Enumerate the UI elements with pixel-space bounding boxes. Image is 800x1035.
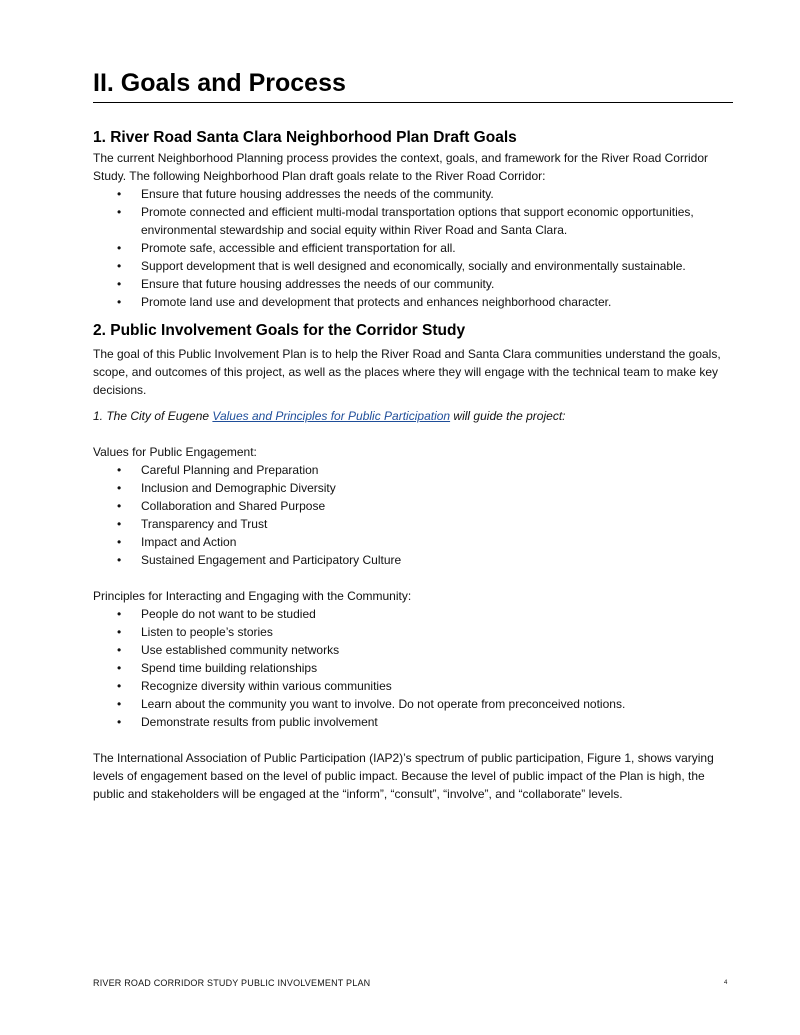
bullet-icon: •	[117, 295, 122, 309]
bullet-icon: •	[117, 553, 122, 567]
bullet-icon: •	[117, 535, 122, 549]
bullet-icon: •	[117, 481, 122, 495]
list-item: • Listen to people’s stories	[117, 625, 273, 639]
closing-paragraph: The International Association of Public Participation (IAP2)’s spectrum of public participation, Figure 1, shows varying levels of engagement based on the level of public impact. Because the level of public impact of the Plan is high, the public and stakeholders will be engaged at the “inform”, “consult”, “involve”, and “collaborate” levels.	[93, 751, 714, 801]
list-item: • Careful Planning and Preparation	[117, 463, 319, 477]
list-item: • Support development that is well designed and economically, socially and environmentally sustainable.	[117, 259, 686, 273]
list-item: • People do not want to be studied	[117, 607, 316, 621]
bullet-icon: •	[117, 259, 122, 273]
list-item: • Learn about the community you want to involve. Do not operate from preconceived notions.	[117, 697, 626, 711]
bullet-icon: •	[117, 661, 122, 675]
section1-title: 1. River Road Santa Clara Neighborhood Plan Draft Goals	[93, 129, 517, 146]
principles-label: Principles for Interacting and Engaging with the Community:	[93, 589, 412, 603]
bullet-icon: •	[117, 715, 122, 729]
list-item: • Recognize diversity within various communities	[117, 679, 392, 693]
section2-title: 2. Public Involvement Goals for the Corridor Study	[93, 322, 466, 339]
spacer	[93, 311, 733, 320]
list-item: • Promote land use and development that protects and enhances neighborhood character.	[117, 295, 612, 309]
principles-list	[93, 605, 733, 731]
spacer	[93, 425, 733, 443]
footer-title: RIVER ROAD CORRIDOR STUDY PUBLIC INVOLVEMENT PLAN	[93, 978, 371, 988]
section2-intro: The goal of this Public Involvement Plan is to help the River Road and Santa Clara communities understand the goals, scope, and outcomes of this project, as well as the places where they will engage with the technical team to make key decisions.	[93, 347, 721, 397]
list-item: • Ensure that future housing addresses the needs of the community.	[117, 187, 494, 201]
values-list	[93, 461, 733, 569]
list-item: • Collaboration and Shared Purpose	[117, 499, 326, 513]
bullet-icon: •	[117, 697, 122, 711]
list-item: • Sustained Engagement and Participatory Culture	[117, 553, 402, 567]
values-label: Values for Public Engagement:	[93, 445, 257, 459]
page-number: 4	[724, 980, 728, 986]
spacer	[93, 569, 733, 587]
bullet-icon: •	[117, 643, 122, 657]
page-content	[93, 64, 733, 803]
guide-line: 1. The City of Eugene Values and Principles for Public Participation will guide the project:	[93, 409, 566, 423]
list-item: • Transparency and Trust	[117, 517, 268, 531]
spacer	[93, 399, 733, 407]
list-item: • Promote safe, accessible and efficient transportation for all.	[117, 241, 456, 255]
list-item: • Demonstrate results from public involvement	[117, 715, 378, 729]
bullet-icon: •	[117, 625, 122, 639]
bullet-icon: •	[117, 277, 122, 291]
list-item: • Impact and Action	[117, 535, 237, 549]
list-item: • Inclusion and Demographic Diversity	[117, 481, 336, 495]
list-item: • Ensure that future housing addresses the needs of our community.	[117, 277, 495, 291]
spacer	[93, 731, 733, 749]
bullet-icon: •	[117, 517, 122, 531]
bullet-icon: •	[117, 499, 122, 513]
spacer	[93, 103, 733, 127]
list-item: • Spend time building relationships	[117, 661, 318, 675]
page-heading: II. Goals and Process	[93, 64, 733, 103]
values-principles-link[interactable]: Values and Principles for Public Participation	[212, 409, 451, 423]
list-item: • Use established community networks	[117, 643, 340, 657]
bullet-icon: •	[117, 241, 122, 255]
section1-goals-list	[93, 185, 733, 311]
bullet-icon: •	[117, 463, 122, 477]
bullet-icon: •	[117, 679, 122, 693]
bullet-icon: •	[117, 607, 122, 621]
list-item: • Promote connected and efficient multi-modal transportation options that support economic opportunities, environmental stewardship and social equity within River Road and Santa Clara.	[117, 205, 694, 237]
bullet-icon: •	[117, 187, 122, 201]
section1-intro: The current Neighborhood Planning process provides the context, goals, and framework for the River Road Corridor Study. The following Neighborhood Plan draft goals relate to the River Road Corridor:	[93, 151, 708, 183]
bullet-icon: •	[117, 205, 122, 219]
